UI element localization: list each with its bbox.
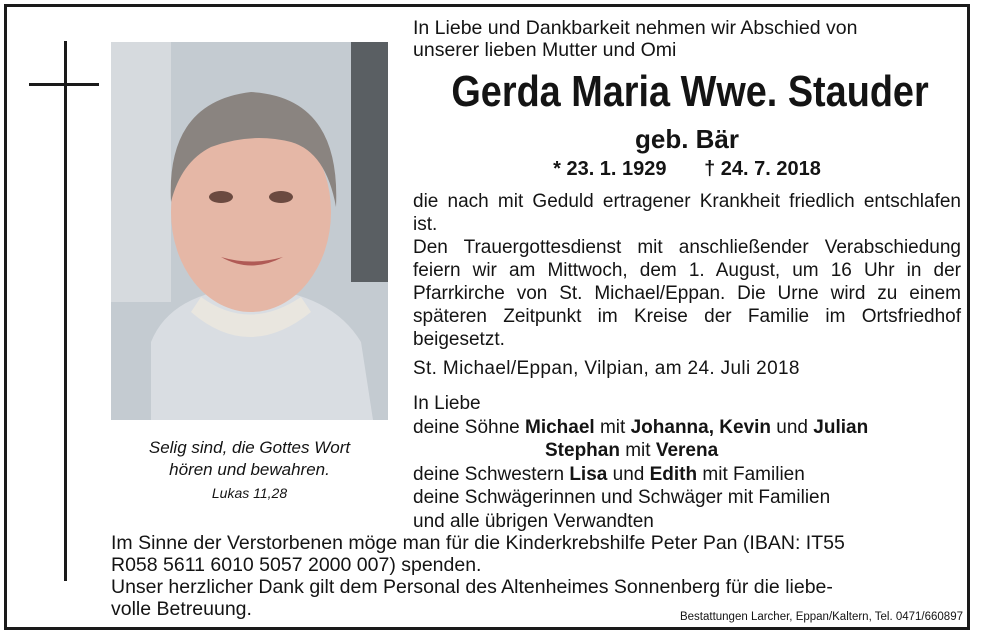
paragraph-illness: die nach mit Geduld ertragener Krankheit friedlich entschlafen ist. — [413, 191, 961, 235]
and-2: und — [607, 463, 650, 485]
cross-icon-vertical — [64, 41, 67, 581]
mourners-sisters-line — [413, 463, 961, 487]
sisters-suffix: mit Familien — [697, 463, 805, 485]
paragraph-service: Den Trauergottesdienst mit anschließender Verabschiedung feiern wir am Mittwoch, dem 1. August, um 16 Uhr in der Pfarrkirche von St. Michael/Eppan. Die Urne wird zu einem späteren Zeitpunkt im Kreise der Familie im Ortsfriedhof beigesetzt. — [413, 237, 961, 350]
footer-text — [111, 532, 961, 620]
grandson-julian: Julian — [813, 416, 869, 438]
birth-name: geb. Bär — [634, 124, 740, 154]
sister-lisa: Lisa — [569, 463, 608, 485]
quote-line-2: hören und bewahren. — [169, 460, 330, 479]
cross-icon-horizontal — [29, 83, 99, 86]
and-1: und — [771, 416, 814, 438]
deceased-name: Gerda Maria Wwe. Stauder — [451, 67, 929, 116]
son-michael: Michael — [525, 416, 595, 438]
birth-date: * 23. 1. 1929 — [553, 158, 667, 180]
donation-line-1: Im Sinne der Verstorbenen möge man für die Kinderkrebshilfe Peter Pan (IBAN: IT55 — [111, 532, 845, 554]
thanks-line-2: volle Betreuung. — [111, 598, 252, 620]
sister-edith: Edith — [649, 463, 698, 485]
mourners-son2-line — [413, 439, 961, 463]
sons-prefix: deine Söhne — [413, 416, 525, 438]
thanks-line-1: Unser herzlicher Dank gilt dem Personal des Altenheimes Sonnenberg für die liebe- — [111, 576, 833, 598]
with-1: mit — [594, 416, 631, 438]
mourners-list — [413, 392, 961, 533]
bible-quote — [111, 437, 388, 481]
intro-line-1: In Liebe und Dankbarkeit nehmen wir Abschied von — [413, 17, 858, 39]
intro-line-2: unserer lieben Mutter und Omi — [413, 39, 677, 61]
intro-text — [413, 17, 963, 61]
obituary-card — [4, 4, 970, 630]
place-and-date: St. Michael/Eppan, Vilpian, am 24. Juli 2018 — [413, 358, 800, 379]
undertaker-credit: Bestattungen Larcher, Eppan/Kaltern, Tel. 0471/660897 — [679, 611, 963, 623]
quote-reference: Lukas 11,28 — [211, 485, 288, 501]
sisters-prefix: deine Schwestern — [413, 463, 570, 485]
death-date: † 24. 7. 2018 — [704, 158, 821, 180]
life-dates — [413, 157, 961, 181]
quote-line-1: Selig sind, die Gottes Wort — [148, 438, 351, 457]
mourners-in-liebe: In Liebe — [413, 393, 481, 414]
son2-partner: Verena — [655, 440, 719, 461]
mourners-inlaws: deine Schwägerinnen und Schwäger mit Familien — [413, 487, 831, 508]
mourners-relatives: und alle übrigen Verwandten — [413, 510, 654, 532]
portrait-illustration — [111, 42, 388, 420]
son1-family: Johanna, Kevin — [630, 416, 772, 438]
donation-line-2: R058 5611 6010 5057 2000 007) spenden. — [111, 554, 482, 576]
son-stephan: Stephan — [545, 440, 620, 461]
with-2: mit — [619, 440, 656, 461]
mourners-sons-line — [413, 416, 961, 440]
portrait-photo — [111, 42, 388, 420]
announcement-text — [413, 190, 961, 351]
